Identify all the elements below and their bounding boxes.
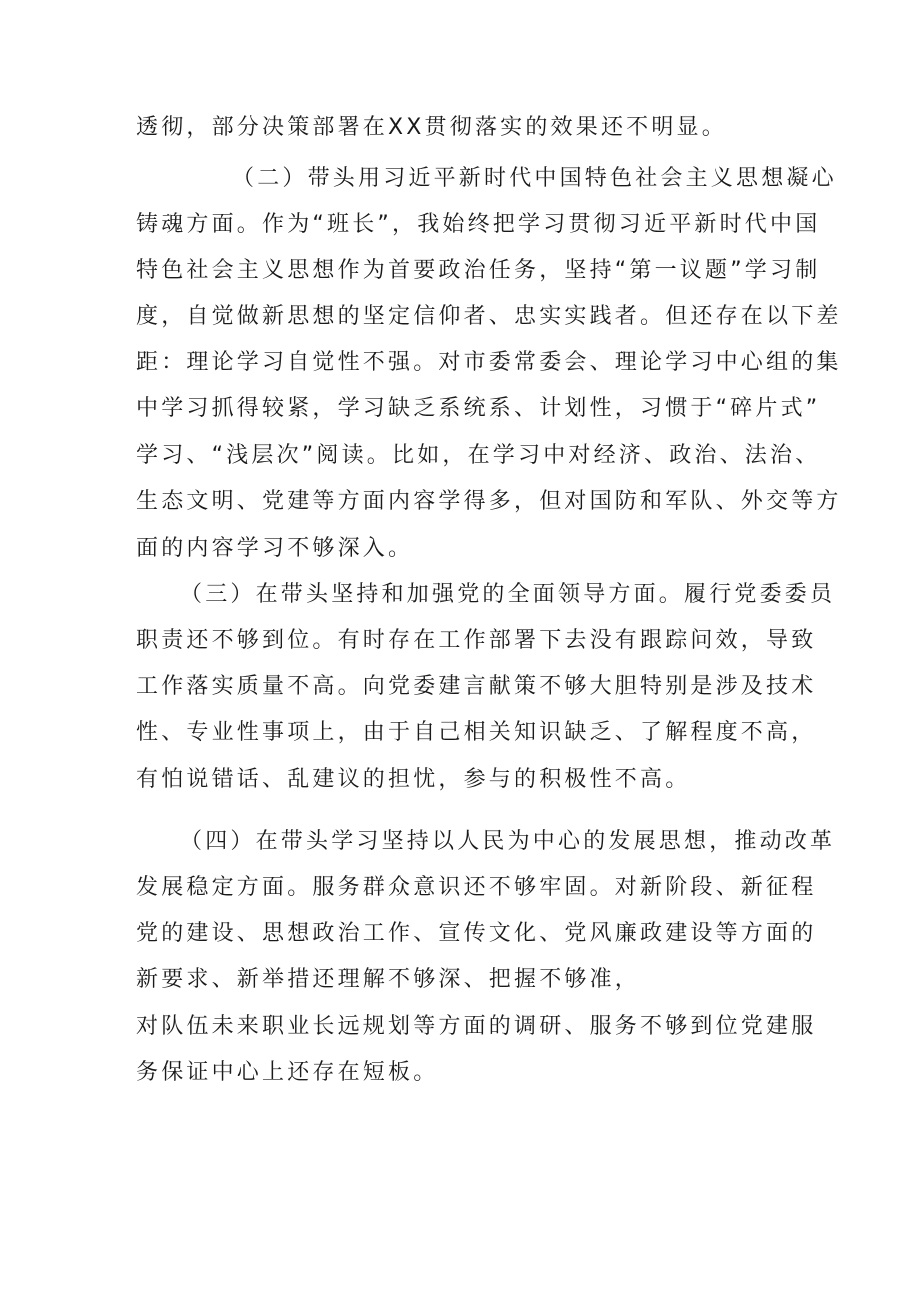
text-line-15: 有怕说错话、乱建议的担忧，参与的积极性不高。 bbox=[136, 767, 691, 792]
text-line-8: 学习、“浅层次”阅读。比如，在学习中对经济、政治、法治、 bbox=[136, 443, 821, 468]
text-line-14: 性、专业性事项上，由于自己相关知识缺乏、了解程度不高， bbox=[136, 720, 817, 745]
text-line-21: 务保证中心上还存在短板。 bbox=[136, 1060, 439, 1085]
text-line-9: 生态文明、党建等方面内容学得多，但对国防和军队、外交等方 bbox=[136, 489, 842, 514]
text-line-5: 度，自觉做新思想的坚定信仰者、忠实实践者。但还存在以下差 bbox=[136, 304, 842, 329]
section-2-heading-line: （二）带头用习近平新时代中国特色社会主义思想凝心 bbox=[232, 166, 837, 191]
text-line-10: 面的内容学习不够深入。 bbox=[136, 536, 414, 561]
text-line-18: 党的建设、思想政治工作、宣传文化、党风廉政建设等方面的 bbox=[136, 921, 817, 946]
section-4-heading-line: （四）在带头学习坚持以人民为中心的发展思想，推动改革 bbox=[180, 829, 836, 854]
text-line-3: 铸魂方面。作为“班长”，我始终把学习贯彻习近平新时代中国 bbox=[136, 212, 821, 237]
text-line-13: 工作落实质量不高。向党委建言献策不够大胆特别是涉及技术 bbox=[136, 674, 817, 699]
text-line-6: 距：理论学习自觉性不强。对市委常委会、理论学习中心组的集 bbox=[136, 350, 842, 375]
text-line-4: 特色社会主义思想作为首要政治任务，坚持“第一议题”学习制 bbox=[136, 258, 821, 283]
section-3-heading-line: （三）在带头坚持和加强党的全面领导方面。履行党委委员 bbox=[180, 582, 836, 607]
text-line-20: 对队伍未来职业长远规划等方面的调研、服务不够到位党建服 bbox=[136, 1014, 817, 1039]
text-line-19: 新要求、新举措还理解不够深、把握不够准， bbox=[136, 967, 641, 992]
text-line-1: 透彻，部分决策部署在XX贯彻落实的效果还不明显。 bbox=[136, 115, 727, 140]
text-line-12: 职责还不够到位。有时存在工作部署下去没有跟踪问效，导致 bbox=[136, 628, 817, 653]
text-line-7: 中学习抓得较紧，学习缺乏系统系、计划性，习惯于“碎片式” bbox=[136, 396, 821, 421]
text-line-17: 发展稳定方面。服务群众意识还不够牢固。对新阶段、新征程 bbox=[136, 875, 817, 900]
